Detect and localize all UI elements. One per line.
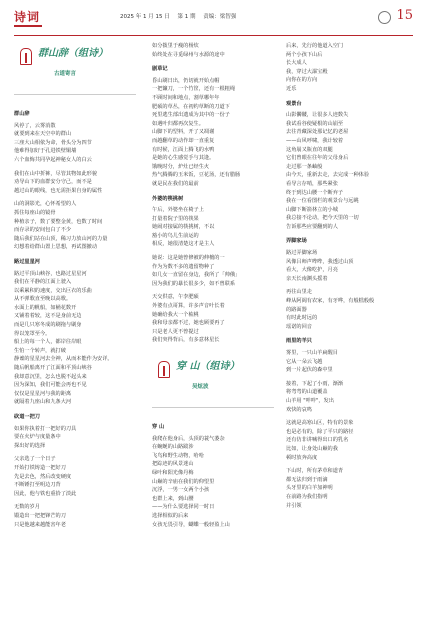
issue-date: 2025 年 1 月 15 日 [120,14,170,20]
col3-top-line: 近乐 [286,85,297,92]
col2-section-line: 作为为数不多的遗留物种了 [152,263,215,270]
col1-section-line: 锻造出一把把锋芒的刀 [14,512,66,519]
col1-section-line: 无数的岁月 [14,504,40,511]
col1-section-line: 路过平顶山峡谷，也路过星星河 [14,270,87,277]
col3-section-line: 再往山里走 [286,289,312,296]
col2-section-line: 有时候，江面上腾飞的水鸭 [152,146,215,153]
col1-section-line: 而存录的安间包白了不少 [14,227,72,234]
col1-section-line: 要在火炉与度量条中 [14,434,61,441]
col1-section-line: 生怕一个转声，就打破 [14,347,66,354]
col1-section-line: 以乘累积的速度，交出巨衣的乐曲 [14,287,92,294]
col2-section-line: 她说：这是她曾修被的伸檀的一 [152,255,225,262]
col1-section-line: 劝导山下的血群安分守己，而不是 [14,179,92,186]
col3-top-line: 我，穿过大瀑宝殿 [286,68,328,75]
col1-section-line: 先是去色，然后改变硬度 [14,473,72,480]
col3-top-line: 后来，先行的他道入空门 [286,43,344,49]
col1-section-line: 探出好的选择 [14,442,46,449]
column-2 [152,42,274,529]
col1-section-line: 就隔着九座山和九条大河 [14,399,72,406]
col3-section-line: 在前路为我们指明 [286,493,328,500]
col1-section-line: 我们在山中折裤，尽管其物如此形貌 [14,170,98,177]
poem2-author: 吴炫波 [192,384,209,390]
col3-body [286,100,408,511]
col1-section-line: 我们在平静的江面上驶入 [14,279,72,286]
col2-top-line: 如分拨里于瘦的杨炊 [152,43,199,49]
col2-section-line: 如遇叶归都再次复生。 [152,120,204,127]
col1-section-line: 父亲选了一个日子 [14,456,56,463]
col3-section-line: 将弯弯的山道覆盖 [286,389,328,396]
issue-editor: 责编：梁智强 [203,14,237,20]
col1-section-line: 幻想着给群山置上思想，再试图撤动 [14,244,98,251]
poem-marker-icon [20,48,32,65]
col3-section-line: 走过那一条岫般 [286,163,323,170]
col3-section-line: 我试看谷使疑根的山崩至 [286,120,344,127]
col3-section-heading: 弄脚家场 [286,238,307,245]
col3-section-line: ——山风呼啸，我计较着 [286,137,344,144]
col3-section-line: 山影髑髅，让很多人迹数失 [286,112,349,119]
col2-section-line: 死里逃生部出遗成为其中的一份子 [152,112,230,119]
col1-section-line: 得以笼罩至今。 [14,330,51,337]
poem2-marker-icon [158,361,170,378]
col1-section-line: 越过山的眼线，也无需拒果自身的属性 [14,187,103,194]
col3-section-line: 去往青藏深处那记忆的老屋 [286,129,349,136]
poem2-title: 穿 山（组诗） [176,361,240,372]
col3-section-line: 路过弄脚家场 [286,250,318,257]
col2-section-line: 就是民在我们的最前 [152,180,199,187]
col1-section-line: 就要到来在天空中的群山 [14,131,72,138]
col2-section-line: 山脚下的型料，开了又凋谢 [152,129,215,136]
col3-section-line: 欢快的哀鸣 [286,406,312,413]
issue-number: 第 1 期 [177,14,196,20]
poem-author: 古道寄言 [54,71,77,77]
col2-top-lines [152,42,274,59]
col2-section-line: 外婆有点哥算，许多声音叶长着 [152,303,225,310]
col1-section-line: 因为深知，我们可能会再也不见 [14,382,87,389]
col2-sec3-line: 绿叶和阳光像丹梅 [152,469,194,476]
col2-section-line: 午后，外婆坐在椅子上 [152,207,204,214]
col2-section-line: 她确给我大一个梳桃 [152,311,199,318]
col3-section-line: 雾里，一只山羊扁醒目 [286,350,338,356]
page-header [0,0,427,40]
column-1 [14,42,136,529]
logo-underline [14,25,42,27]
col2-section-line: 豁小的鸟儿生前运的 [152,232,199,239]
col3-section-line: 山脚下断箭林立的小城 [286,206,338,213]
title-rule-2 [152,407,274,408]
col3-section-line: 风像吕师声哔哔，我透过山顶 [286,258,354,265]
col1-section-line: 开始打铁铸造一把好刀 [14,464,66,471]
col1-section-line: 他难得加好于孔进铁壁铜墙 [14,148,77,155]
col1-section-line: 从不弹歌直至晚以高歌。 [14,296,72,303]
col3-section-line: 瑶诺的回音 [286,323,312,330]
column-logo: 诗词 [14,10,41,24]
col2-sec3-line: 选择相似的后来 [152,512,189,519]
col1-section-line: 船上的每一个人，都岸往岸眼 [14,339,82,346]
col3-section-line: 看导言存哨，那些紧张 [286,180,338,187]
col1-section-line: 因此，他与铁也重拾了淡此 [14,490,77,497]
col2-sec3-line: 山巅的辛庙在我们的仰望里 [152,478,215,485]
col3-section-line: 比如，让身处山巅的我 [286,445,338,452]
col3-section-line: 它从一朵云飞越 [286,358,323,365]
col3-section-line: 我总接不论动，把今天里的一切 [286,215,359,222]
col2-sec3-line: 也群上来，到山腰 [152,495,194,502]
col2-sec3-line: 沉浮，一男一女两个小孩 [152,487,210,494]
col2-sec3-line: 我爬在他身后，头顶的蓑气萎杂 [152,435,225,442]
col1-section-heading: 砍道一把刀 [14,414,40,420]
issue-info [120,12,242,20]
col3-section-line: 由今天，重新去走，去完成一种体验 [286,172,370,179]
col1-section-line: 只是他越来越能害年老 [14,521,66,528]
col2-section-line: 不顾时间和地点，割草哪年年 [152,94,220,101]
col3-section-line: 接着，下起了小雨，渐渐 [286,380,344,387]
col3-section-line: 下山时，所有茅草和道青 [286,468,344,475]
col2-section-line: 相反，她很清楚这才是主人 [152,241,215,248]
col3-section-line: 的路面器 [286,306,307,313]
col3-section-heading: 雨里的羊只 [286,338,312,345]
col3-section-line: 这角崩又瓶直的双腿 [286,146,333,153]
col1-section-line: 抓住每座山的镜骨 [14,209,56,216]
col2-section-line: 肥硕的草丛，在初约草断的刀道下 [152,103,230,110]
col1-section-line: 六个血悔共同孕起神秘女人的白云 [14,156,92,163]
col3-top-line: 两个小孩下山后 [286,51,323,58]
col3-section-line: 头牙里的白羊加神明 [286,485,333,492]
col2-sec3-line: ——为什么要选择同一时日 [152,504,215,511]
col2-section-line: 只是老人更不曾提过 [152,328,199,335]
poem-title: 群山辞（组诗） [38,48,108,59]
col2-section-line: 而越翻草的动作却一直重复 [152,137,215,144]
col3-section-line: 都无法归到于雨滴 [286,476,328,483]
col3-section-line: 也是必有的，除了平只的路径 [286,428,354,435]
col1-section-line: 随后我们站在山顶，稀习力放山河的力量 [14,235,108,242]
col3-section-heading: 观景台 [286,100,302,107]
col2-section-line: 打量着院子里的筷果 [152,215,199,222]
col1-section-line: 三座大山相依为命，骨头分为四节 [14,139,92,146]
col2-section-line: 因为我们的暴长很多少，如不曾联系 [152,280,236,287]
col3-section-line: 有时此时远的 [286,315,318,322]
col1-section-heading: 群山辞 [14,111,30,117]
col3-section-line: 峰从阿阔有农家，有牙哗，有般糕般般 [286,298,375,305]
col1-section-line: 静谧的星星河去全神，从而本能作为安详。 [14,356,113,363]
col2-section-line: 热气腾腾的玉米饭，豆花汤，还有腊肠 [152,172,241,179]
col2-sec3-line: 把踪迹的风景迷山 [152,461,194,468]
col1-section-line: 仅仅是星星河与我的距离 [14,390,72,397]
col3-section-line: 告诉那些应要翻到的人 [286,223,338,230]
col3-section-line: 看大，大像吃护，月亮 [286,267,338,274]
col2-section-line: 昏山刷日出，仍切就开始点帽 [152,77,220,84]
col2-sec3-line: 在蜿蜒的山路跋涉 [152,444,194,451]
col3-section-line: 还有仿非讲喊得出口的乳名 [286,437,349,444]
col2-top-line: 始终处在寻觅绿州与水源的途中 [152,51,225,58]
col1-section-line: 又铺着着较，这不是身前无边 [14,313,82,320]
column-3 [286,42,408,510]
poem-title-block [14,42,136,104]
col2-section-heading: 外婆的筷挑树 [152,195,184,202]
col1-section-line: 如果你执着打一把好的刀具 [14,425,77,432]
col1-body [14,110,136,529]
col2-section-line: 我和母亲都不过，她也顾要再了 [152,320,225,327]
col1-section-line: 山的洞影光，心怀希望的人 [14,201,77,208]
poem2-title-block [152,355,274,417]
col3-section-line: 我在一位看图栏的观景台与远眺 [286,198,359,205]
col2-body [152,65,274,345]
col3-section-line: 它们曾眼在往年的父母身后 [286,155,349,162]
col2-section-3 [152,423,274,529]
col2-sec3-line: 女孩无畏引导，蝴蝶一般轻盈上山 [152,521,230,528]
col3-top-line: 长大成人 [286,60,307,67]
col3-section-line: 终于到达山腰一个断弃子 [286,189,344,196]
col3-top-line: 向你在的方向 [286,77,318,84]
col3-top-lines [286,42,408,94]
col2-section-line: 如几女一直留在身边，我所了「帅俄」 [152,272,241,279]
col3-section-line: 到一片起伏的森中里 [286,367,333,374]
col2-section-line: 天交供意，午李肥硕 [152,294,199,301]
title-rule [14,94,136,95]
col1-section-line: 种植亲子，数了要整金黄，也数了时间 [14,218,103,225]
col3-section-line: 山羊用 "咩咩"，发出 [286,397,334,404]
col2-section-line: 我们突得背后，有多意林星长 [152,337,220,344]
page-ring-icon [378,11,391,24]
col1-section-line: 而是几只寒冬成的刷拖与刷身 [14,322,82,329]
col2-section-line: 一把镰刀，一个竹筐，还有一根粗绳 [152,86,236,93]
col3-section-line: 顿时放奔高度 [286,454,318,461]
col1-section-line: 随后帆船离开了江面和平顶山峡谷 [14,365,92,372]
col2-section-heading: 剧草记 [152,66,168,73]
col2-sec3-line: 飞鸟和野生动物，哈哈 [152,452,204,459]
col1-section-line: 不断锤打至明边刀背 [14,482,61,489]
col2-section-line: 她闹对接属的筷挑树，不以 [152,224,215,231]
col1-section-line: 我却意沉里，怎么也脱不起头来 [14,373,87,380]
page-number: 15 [396,8,413,23]
col3-section-line: 这就是高寒山区，特有的景象 [286,420,354,427]
col1-section-heading: 路过星星河 [14,258,40,265]
col3-section-line: 亲天长南渊头摇着 [286,275,328,282]
col1-section-line: 水面上的帆船，如桶花数开 [14,304,77,311]
col2-section-line: 饿晚时分，炉灶已经生火 [152,163,210,170]
header-rule [14,35,413,36]
col3-section-line: 并引领 [286,502,302,509]
col2-section-line: 是她的心生感觉手与其逢。 [152,155,215,162]
col1-section-line: 风停了，云雾消散 [14,122,56,129]
col2-sec3-heading: 穿 山 [152,424,165,430]
